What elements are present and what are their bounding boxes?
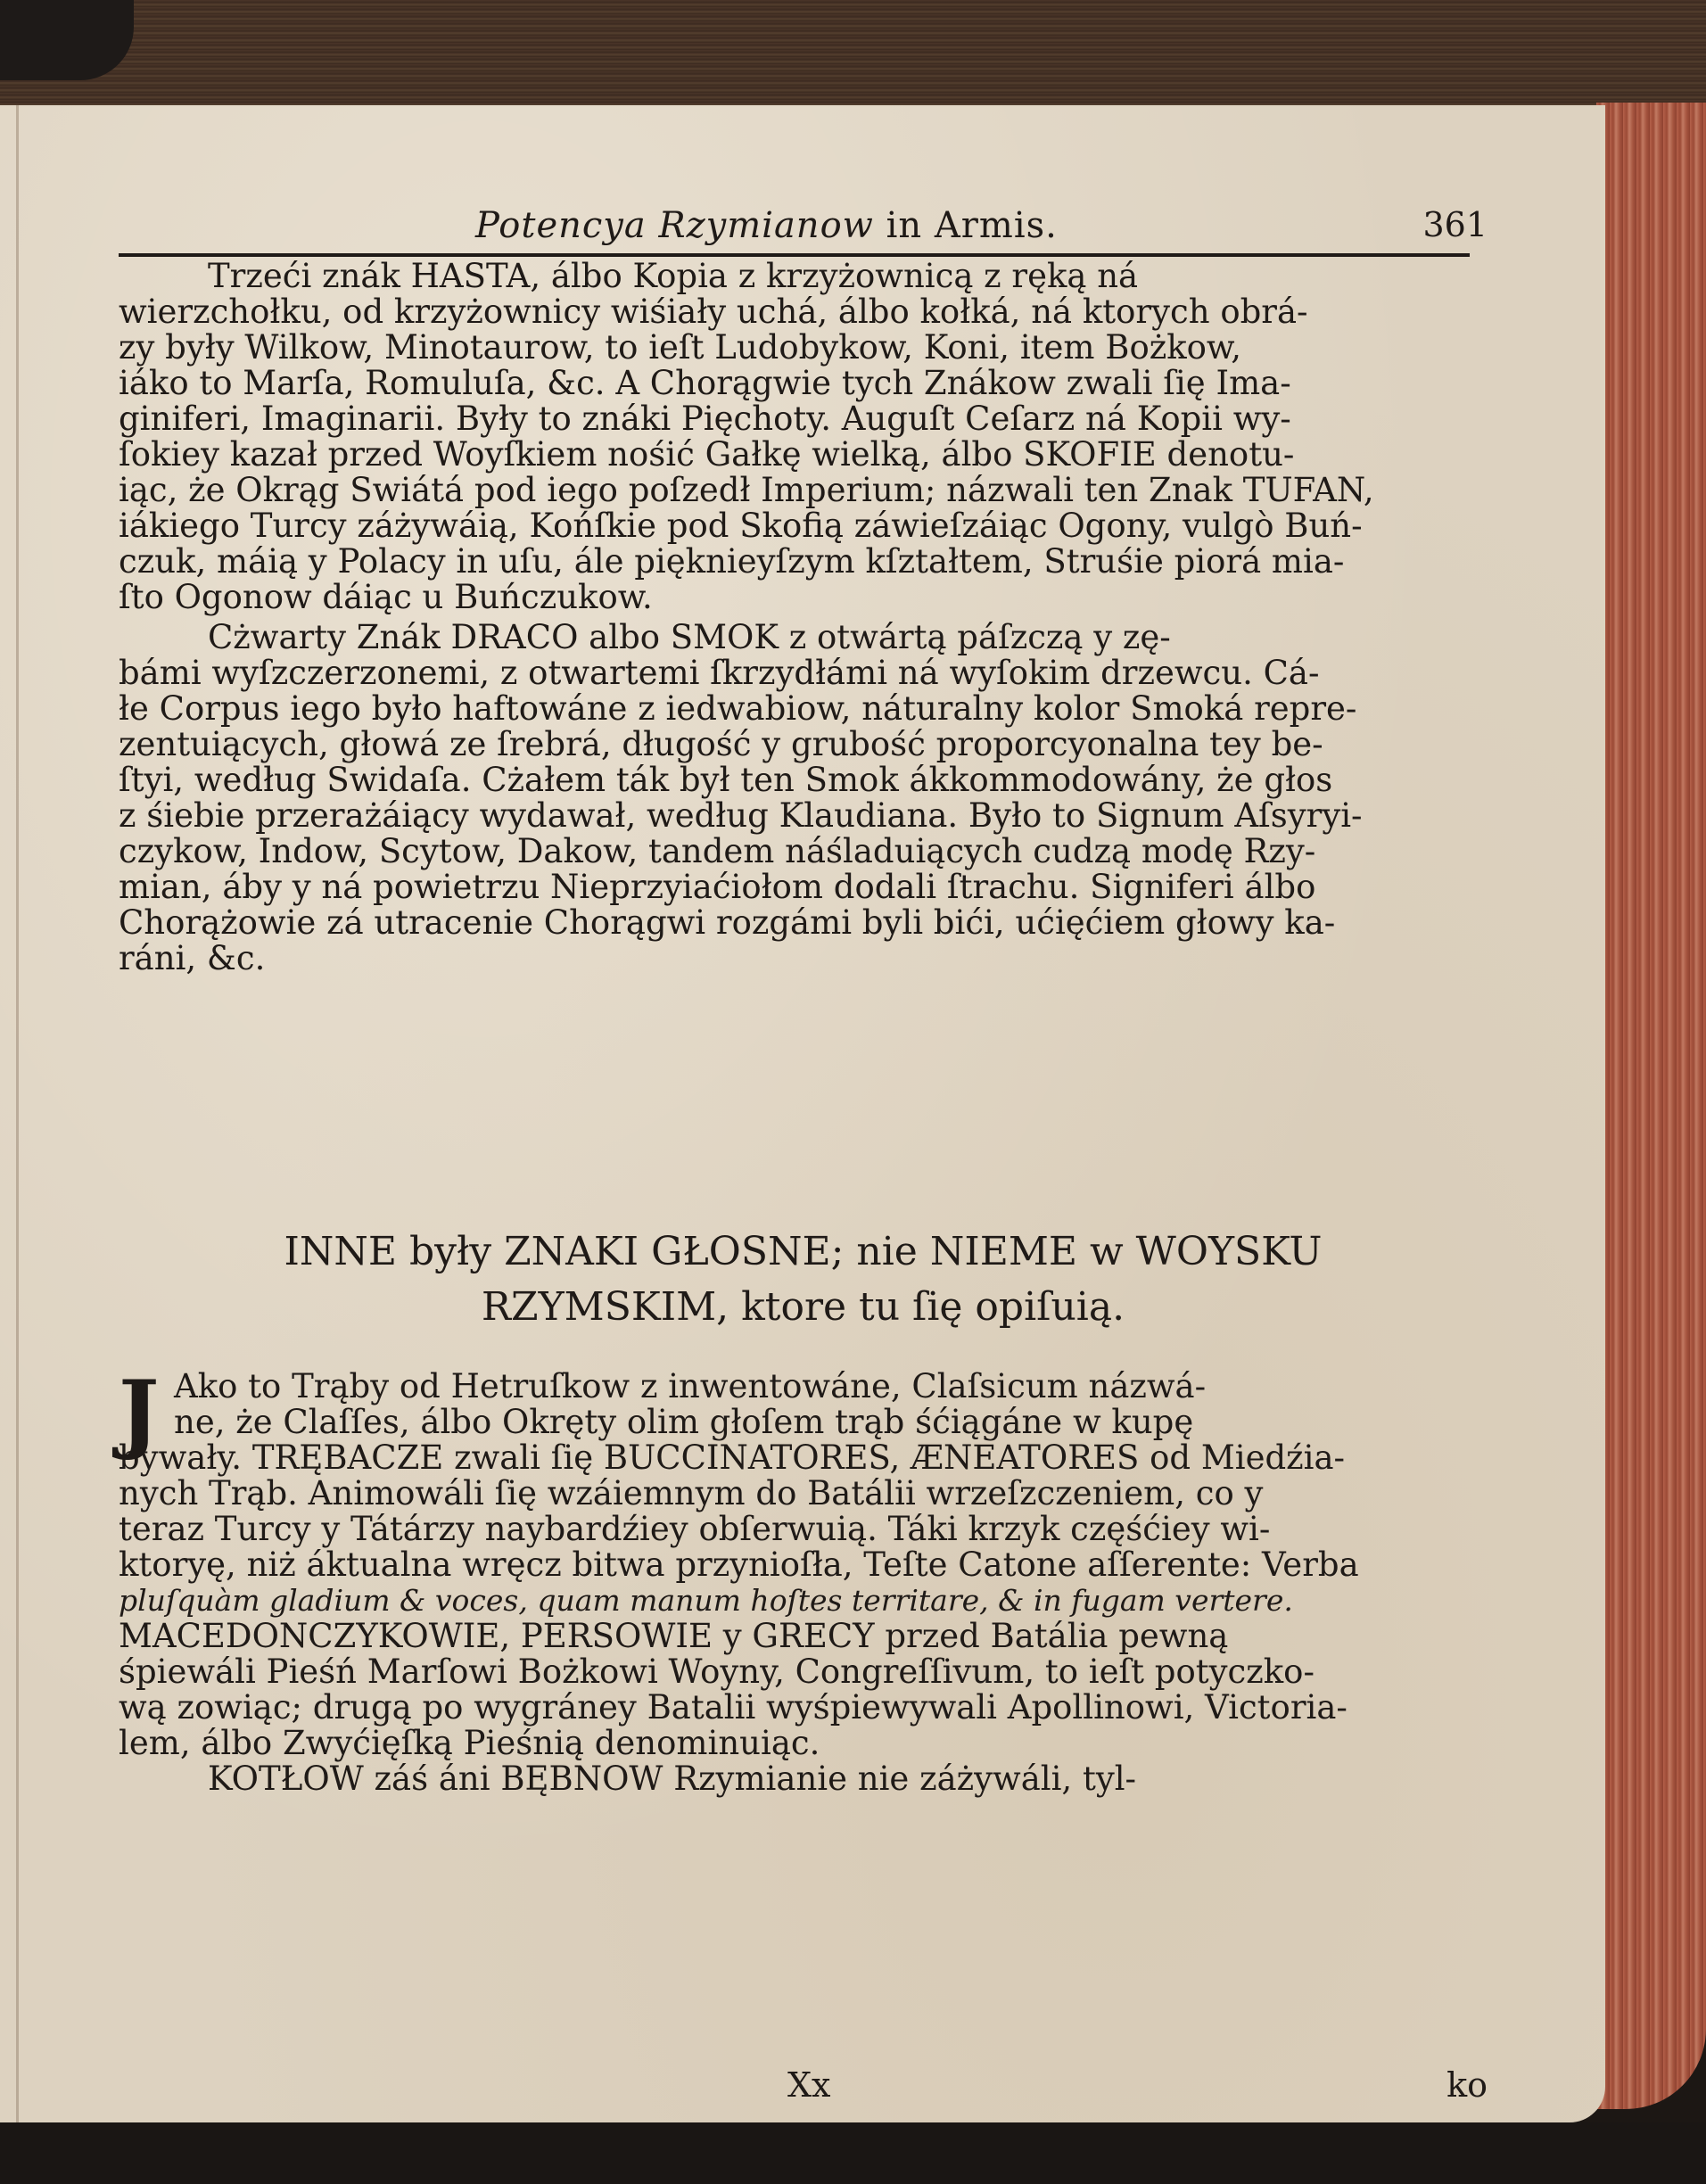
text-line: iáko to Marſa, Romuluſa, &c. A Chorągwie tych Znákow zwali ſię Ima-: [119, 364, 1291, 402]
text-line: ſokiey kazał przed Woyſkiem nośić Gałkę wielką, álbo SKOFIE denotu-: [119, 435, 1295, 474]
gutter-fold: [16, 105, 19, 2122]
text-line: ſtyi, według Swidaſa. Cżałem ták był ten Smok ákkommodowány, że głos: [119, 761, 1333, 799]
text-line: wierzchołku, od krzyżownicy wiśiały uchá, álbo kołká, ná ktorych obrá-: [119, 293, 1308, 331]
text-line: bámi wyſzczerzonemi, z otwartemi ſkrzydłámi ná wyſokim drzewcu. Cá-: [119, 654, 1320, 692]
text-line: czuk, máią y Polacy in uſu, ále pięknieyſzym kſztałtem, Struśie piorá mia-: [119, 542, 1345, 581]
running-head-italic: Potencya Rzymianow: [475, 205, 874, 246]
heading-line: RZYMSKIM, ktore tu ſię opiſuią.: [481, 1284, 1125, 1330]
text-line: Trzeći znák HASTA, álbo Kopia z krzyżownicą z ręką ná: [208, 257, 1139, 295]
text-line: zentuiących, głowá ze ſrebrá, długość y grubość proporcyonalna tey be-: [119, 725, 1323, 763]
text-line: ne, że Claſſes, álbo Okręty olim głoſem trąb śćiągáne w kupę: [174, 1403, 1194, 1441]
text-line: KOTŁOW záś áni BĘBNOW Rzymianie nie záżywáli, tyl-: [208, 1760, 1137, 1798]
text-line: iąc, że Okrąg Swiátá pod iego poſzedł Imperium; názwali ten Znak TUFAN,: [119, 471, 1374, 509]
running-head-roman: in Armis.: [886, 205, 1058, 246]
text-line: śpiewáli Pieśń Marſowi Bożkowi Woyny, Congreſſivum, to ieſt potyczko-: [119, 1652, 1315, 1691]
paragraph-draco: [119, 620, 1488, 977]
text-line: teraz Turcy y Tátárzy naybardźiey obſerwuią. Táki krzyk częśćiey wi-: [119, 1510, 1271, 1548]
running-head-title: [475, 205, 1058, 246]
text-line: MACEDONCZYKOWIE, PERSOWIE y GRECY przed Batália pewną: [119, 1617, 1229, 1655]
signature-mark: Xx: [787, 2065, 831, 2105]
page-number: 361: [1422, 205, 1488, 244]
page-fore-edge: [1596, 103, 1706, 2109]
text-line: pluſquàm gladium & voces, quam manum hoſtes territare, & in fugam vertere.: [119, 1583, 1293, 1618]
book-top-edge: [0, 0, 1706, 116]
text-line: z śiebie przerażáiący wydawał, według Klaudiana. Było to Signum Aſsyryi-: [119, 796, 1363, 835]
paragraph-jako: [119, 1362, 1488, 1798]
text-line: lem, álbo Zwyćięſką Pieśnią denominuiąc.: [119, 1724, 820, 1762]
text-line: wą zowiąc; drugą po wygráney Batalii wyśpiewywali Apollinowi, Victoria-: [119, 1688, 1347, 1727]
text-line: giniferi, Imaginarii. Były to znáki Pięchoty. Auguſt Ceſarz ná Kopii wy-: [119, 400, 1291, 438]
running-head: [119, 205, 1488, 250]
table-surface: [0, 2122, 1706, 2184]
text-line: nych Trąb. Animowáli ſię wzáiemnym do Batálii wrzeſzczeniem, co y: [119, 1474, 1264, 1512]
text-line: Ako to Trąby od Hetruſkow z inwentowáne, Claſsicum názwá-: [174, 1367, 1207, 1405]
catchword: ko: [1446, 2065, 1488, 2105]
text-line: mian, áby y ná powietrzu Nieprzyiaćiołom dodali ſtrachu. Signiferi álbo: [119, 868, 1316, 906]
text-line: Cżwarty Znák DRACO albo SMOK z otwártą páſzczą y zę-: [208, 618, 1171, 656]
text-line: zy były Wilkow, Minotaurow, to ieſt Ludobykow, Koni, item Bożkow,: [119, 328, 1241, 367]
heading-line: INNE były ZNAKI GŁOSNE; nie NIEME w WOYSKU: [284, 1229, 1323, 1274]
text-line: czykow, Indow, Scytow, Dakow, tandem náśladuiących cudzą modę Rzy-: [119, 832, 1316, 870]
drop-cap: J: [119, 1362, 160, 1463]
section-heading: [119, 1224, 1488, 1335]
text-line: Chorążowie zá utracenie Chorągwi rozgámi byli bići, ućięćiem głowy ka-: [119, 903, 1336, 942]
text-line: iákiego Turcy záżywáią, Końſkie pod Skofią záwieſzáiąc Ogony, vulgò Buń-: [119, 507, 1363, 545]
text-line: ſto Ogonow dáiąc u Buńczukow.: [119, 578, 653, 616]
background-corner: [0, 0, 134, 80]
text-line: łe Corpus iego było haftowáne z iedwabiow, náturalny kolor Smoká repre-: [119, 689, 1357, 728]
text-line: ráni, &c.: [119, 939, 266, 977]
paragraph-hasta: [119, 259, 1488, 615]
book-page: [0, 105, 1605, 2122]
text-line: ktoryę, niż áktualna wręcz bitwa przynioſła, Teſte Catone aſſerente: Verba: [119, 1545, 1359, 1584]
text-line: bywały. TRĘBACZE zwali ſię BUCCINATORES, ÆNEATORES od Miedźia-: [119, 1438, 1346, 1477]
